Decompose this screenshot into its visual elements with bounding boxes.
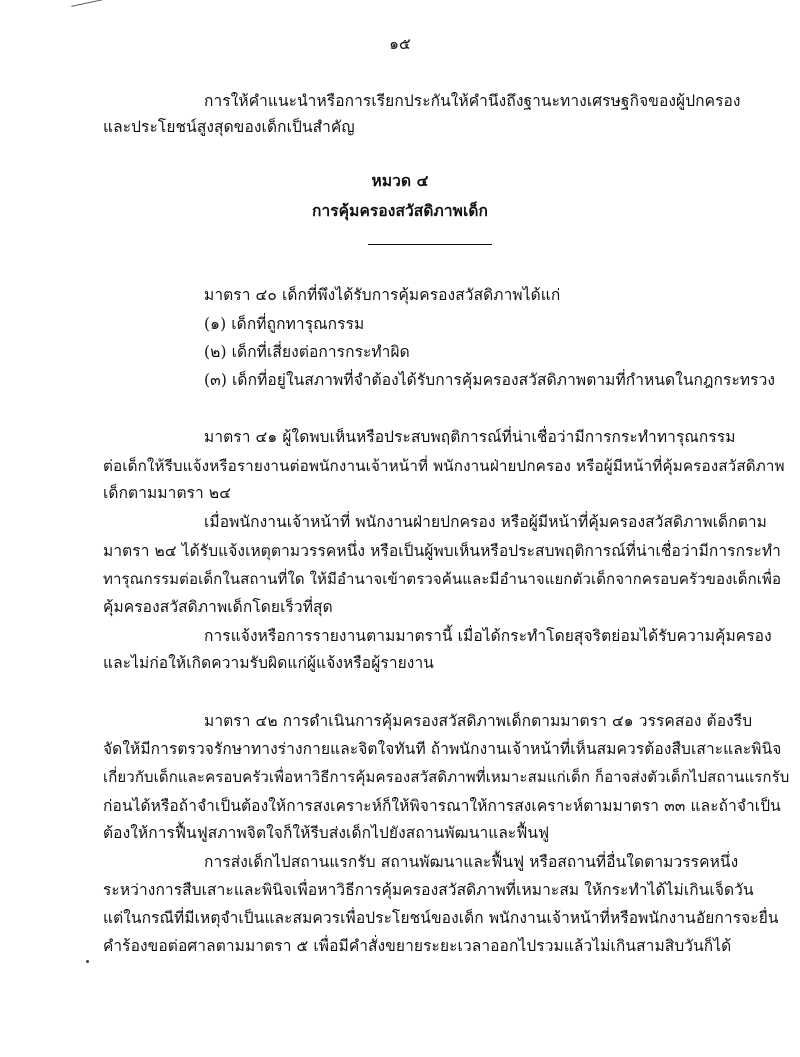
section-42-p1-line-1: มาตรา ๔๒ การดำเนินการคุ้มครองสวัสดิภาพเด็กตามมาตรา ๔๑ วรรคสอง ต้องรีบ (204, 712, 753, 730)
chapter-divider (368, 244, 492, 245)
section-41-p1-line-3: เด็กตามมาตรา ๒๔ (103, 484, 232, 502)
section-41-p1-line-2: ต่อเด็กให้รีบแจ้งหรือรายงานต่อพนักงานเจ้าหน้าที่ พนักงานฝ่ายปกครอง หรือผู้มีหน้าที่คุ้มครองสวัสดิภาพ (103, 457, 785, 475)
section-41-p3-line-1: การแจ้งหรือการรายงานตามมาตรานี้ เมื่อได้กระทำโดยสุจริตย่อมได้รับความคุ้มครอง (204, 627, 772, 645)
intro-line-2: และประโยชน์สูงสุดของเด็กเป็นสำคัญ (103, 118, 355, 136)
section-42-p1-line-2: จัดให้มีการตรวจรักษาทางร่างกายและจิตใจทันที ถ้าพนักงานเจ้าหน้าที่เห็นสมควรต้องสืบเสาะและพินิจ (103, 740, 782, 758)
section-40-item-2: (๒) เด็กที่เสี่ยงต่อการกระทำผิด (204, 343, 410, 361)
section-41-p2-line-2: มาตรา ๒๔ ได้รับแจ้งเหตุตามวรรคหนึ่ง หรือเป็นผู้พบเห็นหรือประสบพฤติการณ์ที่น่าเชื่อว่ามีการกระทำ (103, 542, 781, 560)
section-41-p2-line-4: คุ้มครองสวัสดิภาพเด็กโดยเร็วที่สุด (103, 598, 333, 616)
section-42-p1-line-4: ก่อนได้หรือถ้าจำเป็นต้องให้การสงเคราะห์ก็ให้พิจารณาให้การสงเคราะห์ตามมาตรา ๓๓ และถ้าจำเป็น (103, 797, 781, 815)
scan-artifact (71, 0, 109, 17)
section-41-p3-line-2: และไม่ก่อให้เกิดความรับผิดแก่ผู้แจ้งหรือผู้รายงาน (103, 654, 434, 672)
section-42-p2-line-4: คำร้องขอต่อศาลตามมาตรา ๕ เพื่อมีคำสั่งขยายระยะเวลาออกไปรวมแล้วไม่เกินสามสิบวันก็ได้ (103, 937, 732, 955)
section-42-p2-line-3: แต่ในกรณีที่มีเหตุจำเป็นและสมควรเพื่อประโยชน์ของเด็ก พนักงานเจ้าหน้าที่หรือพนักงานอัยการจะยื่น (103, 909, 779, 927)
section-42-p1-line-5: ต้องให้การฟื้นฟูสภาพจิตใจก็ให้รีบส่งเด็กไปยังสถานพัฒนาและฟื้นฟู (103, 824, 550, 842)
section-40-item-1: (๑) เด็กที่ถูกทารุณกรรม (204, 315, 365, 333)
section-42-p1-line-3: เกี่ยวกับเด็กและครอบครัวเพื่อหาวิธีการคุ้มครองสวัสดิภาพที่เหมาะสมแก่เด็ก ก็อาจส่งตัวเด็กไปสถานแรกรับ (103, 768, 790, 786)
chapter-title: การคุ้มครองสวัสดิภาพเด็ก (311, 201, 489, 220)
section-41-p2-line-3: ทารุณกรรมต่อเด็กในสถานที่ใด ให้มีอำนาจเข้าตรวจค้นและมีอำนาจแยกตัวเด็กจากครอบครัวของเด็กเพื่อ (103, 570, 782, 588)
section-42-p2-line-2: ระหว่างการสืบเสาะและพินิจเพื่อหาวิธีการคุ้มครองสวัสดิภาพที่เหมาะสม ให้กระทำได้ไม่เกินเจ็ดวัน (103, 881, 754, 899)
section-41-p1-line-1: มาตรา ๔๑ ผู้ใดพบเห็นหรือประสบพฤติการณ์ที่น่าเชื่อว่ามีการกระทำทารุณกรรม (204, 428, 736, 446)
section-40-item-3: (๓) เด็กที่อยู่ในสภาพที่จำต้องได้รับการคุ้มครองสวัสดิภาพตามที่กำหนดในกฎกระทรวง (204, 371, 776, 389)
chapter-heading: หมวด ๔ (371, 171, 429, 190)
intro-line-1: การให้คำแนะนำหรือการเรียกประกันให้คำนึงถึงฐานะทางเศรษฐกิจของผู้ปกครอง (204, 92, 741, 110)
page-number: ๑๕ (389, 35, 411, 53)
scan-speck (86, 960, 89, 963)
section-41-p2-line-1: เมื่อพนักงานเจ้าหน้าที่ พนักงานฝ่ายปกครอง หรือผู้มีหน้าที่คุ้มครองสวัสดิภาพเด็กตาม (204, 513, 767, 531)
section-40-line-1: มาตรา ๔๐ เด็กที่พึงได้รับการคุ้มครองสวัสดิภาพได้แก่ (204, 286, 561, 304)
section-42-p2-line-1: การส่งเด็กไปสถานแรกรับ สถานพัฒนาและฟื้นฟู หรือสถานที่อื่นใดตามวรรคหนึ่ง (204, 853, 739, 871)
